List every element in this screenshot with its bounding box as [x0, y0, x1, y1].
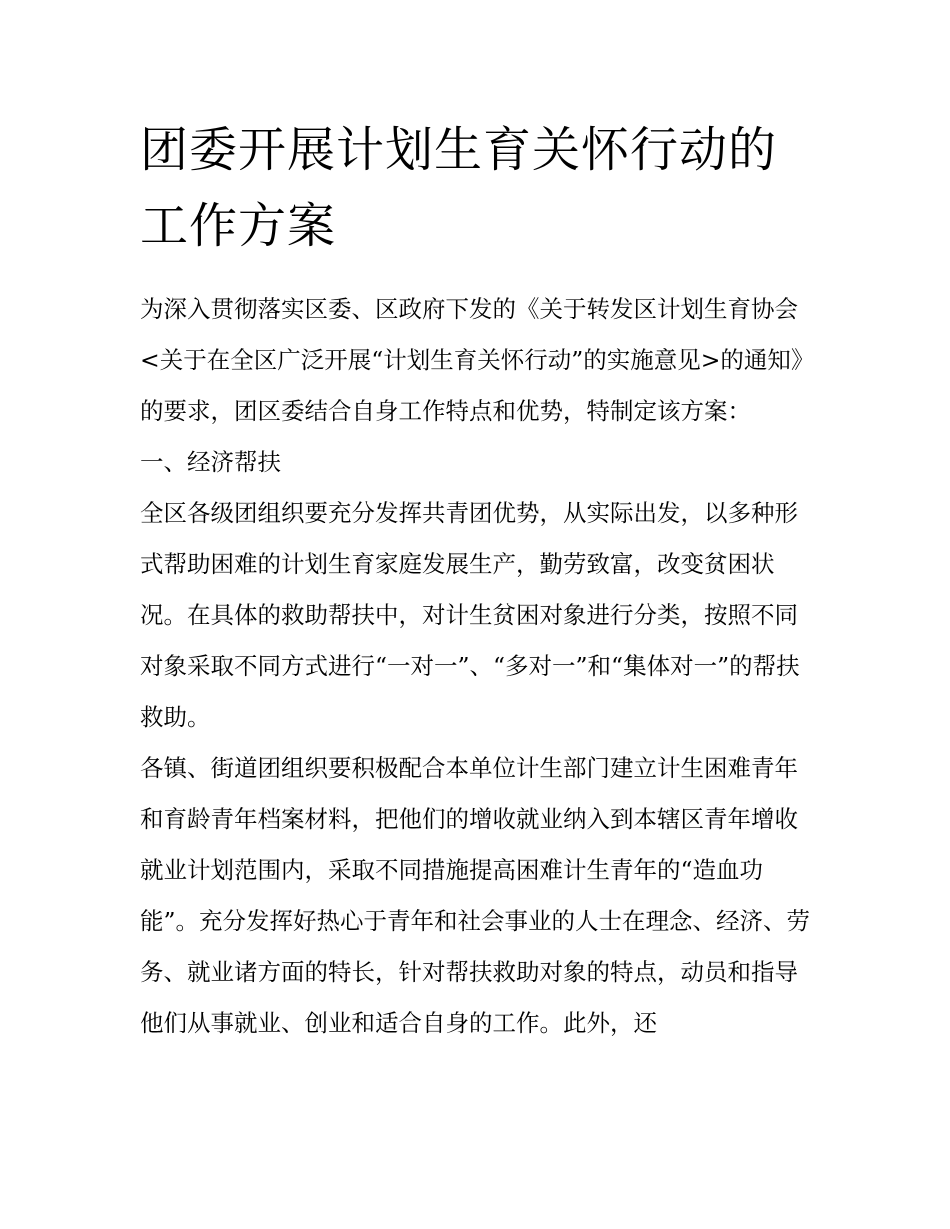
document-body	[140, 284, 815, 1049]
body-paragraph: 各镇、街道团组织要积极配合本单位计生部门建立计生困难青年和育龄青年档案材料，把他们的增收就业纳入到本辖区青年增收就业计划范围内，采取不同措施提高困难计生青年的“造血功能”。充分发挥好热心于青年和社会事业的人士在理念、经济、劳务、就业诸方面的特长，针对帮扶救助对象的特点，动员和指导他们从事就业、创业和适合自身的工作。此外，还	[140, 754, 811, 1037]
document-content	[140, 112, 815, 1049]
intro-paragraph: 为深入贯彻落实区委、区政府下发的《关于转发区计划生育协会<关于在全区广泛开展“计划生育关怀行动”的实施意见>的通知》的要求，团区委结合自身工作特点和优势，特制定该方案：	[140, 295, 815, 425]
section-heading-economic-aid: 一、经济帮扶	[140, 448, 281, 476]
body-paragraph: 全区各级团组织要充分发挥共青团优势，从实际出发，以多种形式帮助困难的计划生育家庭发展生产，勤劳致富，改变贫困状况。在具体的救助帮扶中，对计生贫困对象进行分类，按照不同对象采取不同方式进行“一对一”、“多对一”和“集体对一”的帮扶救助。	[140, 499, 800, 731]
document-title: 团委开展计划生育关怀行动的工作方案	[140, 122, 778, 254]
